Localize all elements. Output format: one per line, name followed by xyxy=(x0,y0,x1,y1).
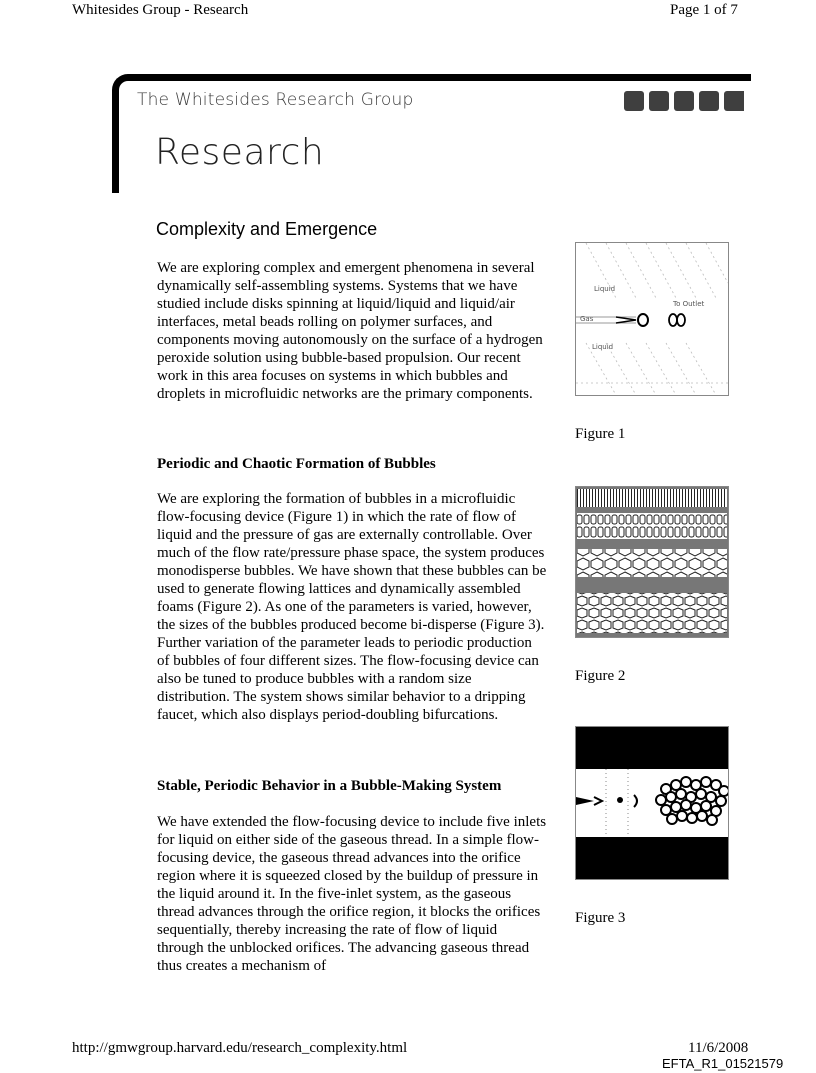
nav-square-3[interactable] xyxy=(674,91,694,111)
print-footer-url: http://gmwgroup.harvard.edu/research_complexity.html xyxy=(72,1040,408,1056)
nav-square-5[interactable] xyxy=(724,91,744,111)
print-header-page-number: Page 1 of 7 xyxy=(670,2,738,18)
print-header-title: Whitesides Group - Research xyxy=(72,2,249,18)
figure-1-label-gas: Gas xyxy=(580,315,594,323)
subsection-body-periodic: We have extended the flow-focusing device to include five inlets for liquid on either side of the gaseous thread. In a simple flow-focusing device, the gaseous thread advances into the orifice region where it is squeezed closed by the buildup of pressure in the liquid around it. In the five-inlet system, as the gaseous thread advances through the orifice region, it blocks the orifices sequentially, thereby increasing the rate of flow of liquid through the unblocked orifices. The advancing gaseous thread thus creates a mechanism of xyxy=(157,814,547,974)
document-id: EFTA_R1_01521579 xyxy=(662,1056,784,1071)
figure-3-image xyxy=(575,726,729,880)
nav-square-1[interactable] xyxy=(624,91,644,111)
figure-2-caption: Figure 2 xyxy=(575,668,626,684)
group-name: The Whitesides Research Group xyxy=(137,90,414,110)
figure-3-caption: Figure 3 xyxy=(575,910,626,926)
subsection-heading-periodic: Stable, Periodic Behavior in a Bubble-Making System xyxy=(157,778,502,794)
nav-square-2[interactable] xyxy=(649,91,669,111)
figure-1-label-liquid-top: Liquid xyxy=(594,285,616,293)
nav-square-4[interactable] xyxy=(699,91,719,111)
figure-1-label-liquid-bottom: Liquid xyxy=(592,343,614,351)
subsection-heading-bubbles: Periodic and Chaotic Formation of Bubbles xyxy=(157,456,436,472)
figure-1-image xyxy=(575,242,729,396)
intro-paragraph: We are exploring complex and emergent phenomena in several dynamically self-assembling systems. Systems that we have studied include disks spinning at liquid/liquid and liquid/air interfaces, metal beads rolling on polymer surfaces, and components moving autonomously on the surface of a hydrogen peroxide solution using bubble-based propulsion. Our recent work in this area focuses on systems in which bubbles and droplets in microfluidic networks are the primary components. xyxy=(157,260,543,402)
subsection-body-bubbles: We are exploring the formation of bubbles in a microfluidic flow-focusing device (Figure 1) in which the rate of flow of liquid and the pressure of gas are externally controllable. Over much of the flow rate/pressure phase space, the system produces monodisperse bubbles. We have shown that these bubbles can be used to generate flowing lattices and dynamically assembled foams (Figure 2). As one of the parameters is varied, however, the sizes of the bubbles produced become bi-disperse (Figure 3). Further variation of the parameter leads to periodic production of bubbles of four different sizes. The flow-focusing device can also be tuned to produce bubbles with a random size distribution. The system shows similar behavior to a dripping faucet, which also displays period-doubling bifurcations. xyxy=(157,491,547,723)
figure-1-label-outlet: To Outlet xyxy=(673,300,705,308)
section-title: Complexity and Emergence xyxy=(156,219,378,239)
print-footer-date: 11/6/2008 xyxy=(688,1040,749,1056)
figure-2-image xyxy=(575,486,729,638)
page-title: Research xyxy=(155,132,325,173)
figure-1-caption: Figure 1 xyxy=(575,426,626,442)
